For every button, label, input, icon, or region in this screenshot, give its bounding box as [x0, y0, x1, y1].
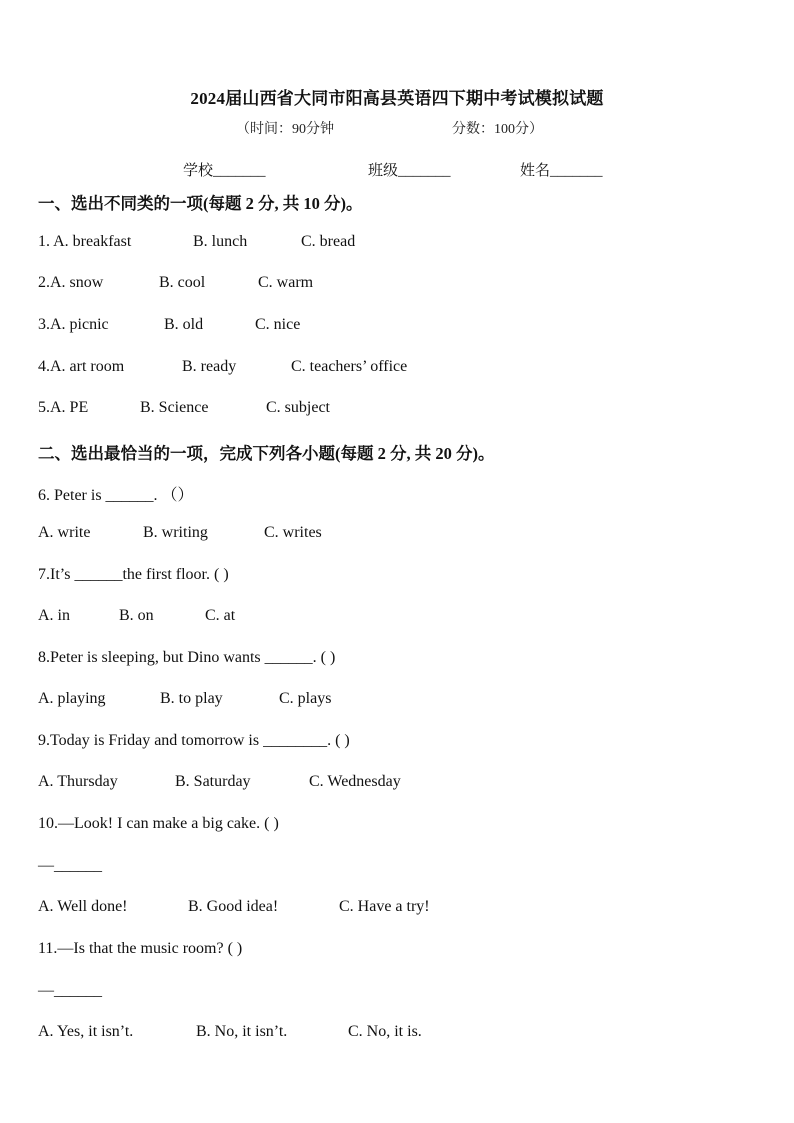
q11-option-b: B. No, it isn’t.	[196, 1023, 288, 1040]
q9-option-b: B. Saturday	[175, 773, 251, 790]
exam-score: 分数：100分）	[452, 122, 543, 137]
class-label: 班级	[368, 163, 399, 179]
q4-option-c: C. teachers’ office	[291, 358, 408, 375]
q11-options	[38, 1023, 422, 1041]
q10-option-b: B. Good idea!	[188, 898, 279, 915]
q8-option-b: B. to play	[160, 690, 223, 707]
q7-option-c: C. at	[205, 607, 236, 624]
q2-option-a: 2.A. snow	[38, 274, 104, 291]
question-4	[38, 358, 408, 376]
q3-option-b: B. old	[164, 316, 204, 333]
q10-options	[38, 898, 430, 916]
q4-option-a: 4.A. art room	[38, 358, 125, 375]
q3-option-a: 3.A. picnic	[38, 316, 109, 333]
q2-option-c: C. warm	[258, 274, 314, 291]
question-3	[38, 316, 301, 334]
section2-title: 二、选出最恰当的一项，完成下列各小题(每题 2 分, 共 20 分)。	[38, 444, 495, 463]
q1-option-a: 1. A. breakfast	[38, 233, 132, 250]
class-blank: _______	[398, 163, 451, 179]
question-1	[38, 233, 356, 251]
q5-option-b: B. Science	[140, 399, 209, 416]
q5-option-c: C. subject	[266, 399, 330, 416]
q6-option-a: A. write	[38, 524, 91, 541]
q7-option-a: A. in	[38, 607, 70, 624]
q10-reply: —______	[38, 857, 102, 874]
school-blank: _______	[213, 163, 266, 179]
q8-stem: 8.Peter is sleeping, but Dino wants ______. ( )	[38, 649, 336, 666]
q5-option-a: 5.A. PE	[38, 399, 89, 416]
q1-option-c: C. bread	[301, 233, 356, 250]
q6-option-b: B. writing	[143, 524, 208, 541]
school-field	[183, 159, 266, 180]
q6-options	[38, 524, 322, 542]
q7-option-b: B. on	[119, 607, 154, 624]
q6-stem: 6. Peter is ______. （）	[38, 487, 194, 504]
q11-option-c: C. No, it is.	[348, 1023, 422, 1040]
q9-option-a: A. Thursday	[38, 773, 118, 790]
q7-options	[38, 607, 236, 625]
name-blank: _______	[550, 163, 603, 179]
exam-time: （时间：90分钟	[236, 122, 334, 137]
q11-option-a: A. Yes, it isn’t.	[38, 1023, 134, 1040]
q6-option-c: C. writes	[264, 524, 322, 541]
class-field	[368, 159, 451, 180]
q10-option-a: A. Well done!	[38, 898, 128, 915]
q10-stem: 10.—Look! I can make a big cake. ( )	[38, 815, 279, 832]
page-title: 2024届山西省大同市阳高县英语四下期中考试模拟试题	[190, 89, 604, 108]
q10-option-c: C. Have a try!	[339, 898, 430, 915]
section1-title: 一、选出不同类的一项(每题 2 分, 共 10 分)。	[38, 194, 363, 213]
q9-option-c: C. Wednesday	[309, 773, 401, 790]
q9-options	[38, 773, 401, 791]
school-label: 学校	[183, 163, 214, 179]
name-label: 姓名	[520, 163, 551, 179]
q11-stem: 11.—Is that the music room? ( )	[38, 940, 243, 957]
q8-options	[38, 690, 332, 708]
question-2	[38, 274, 314, 292]
q11-reply: —______	[38, 982, 102, 999]
q3-option-c: C. nice	[255, 316, 301, 333]
question-5	[38, 399, 330, 417]
q4-option-b: B. ready	[182, 358, 237, 375]
q9-stem: 9.Today is Friday and tomorrow is ________. ( )	[38, 732, 350, 749]
q8-option-c: C. plays	[279, 690, 332, 707]
q2-option-b: B. cool	[159, 274, 206, 291]
q1-option-b: B. lunch	[193, 233, 248, 250]
q7-stem: 7.It’s ______the first floor. ( )	[38, 566, 229, 583]
name-field	[520, 159, 603, 180]
q8-option-a: A. playing	[38, 690, 106, 707]
